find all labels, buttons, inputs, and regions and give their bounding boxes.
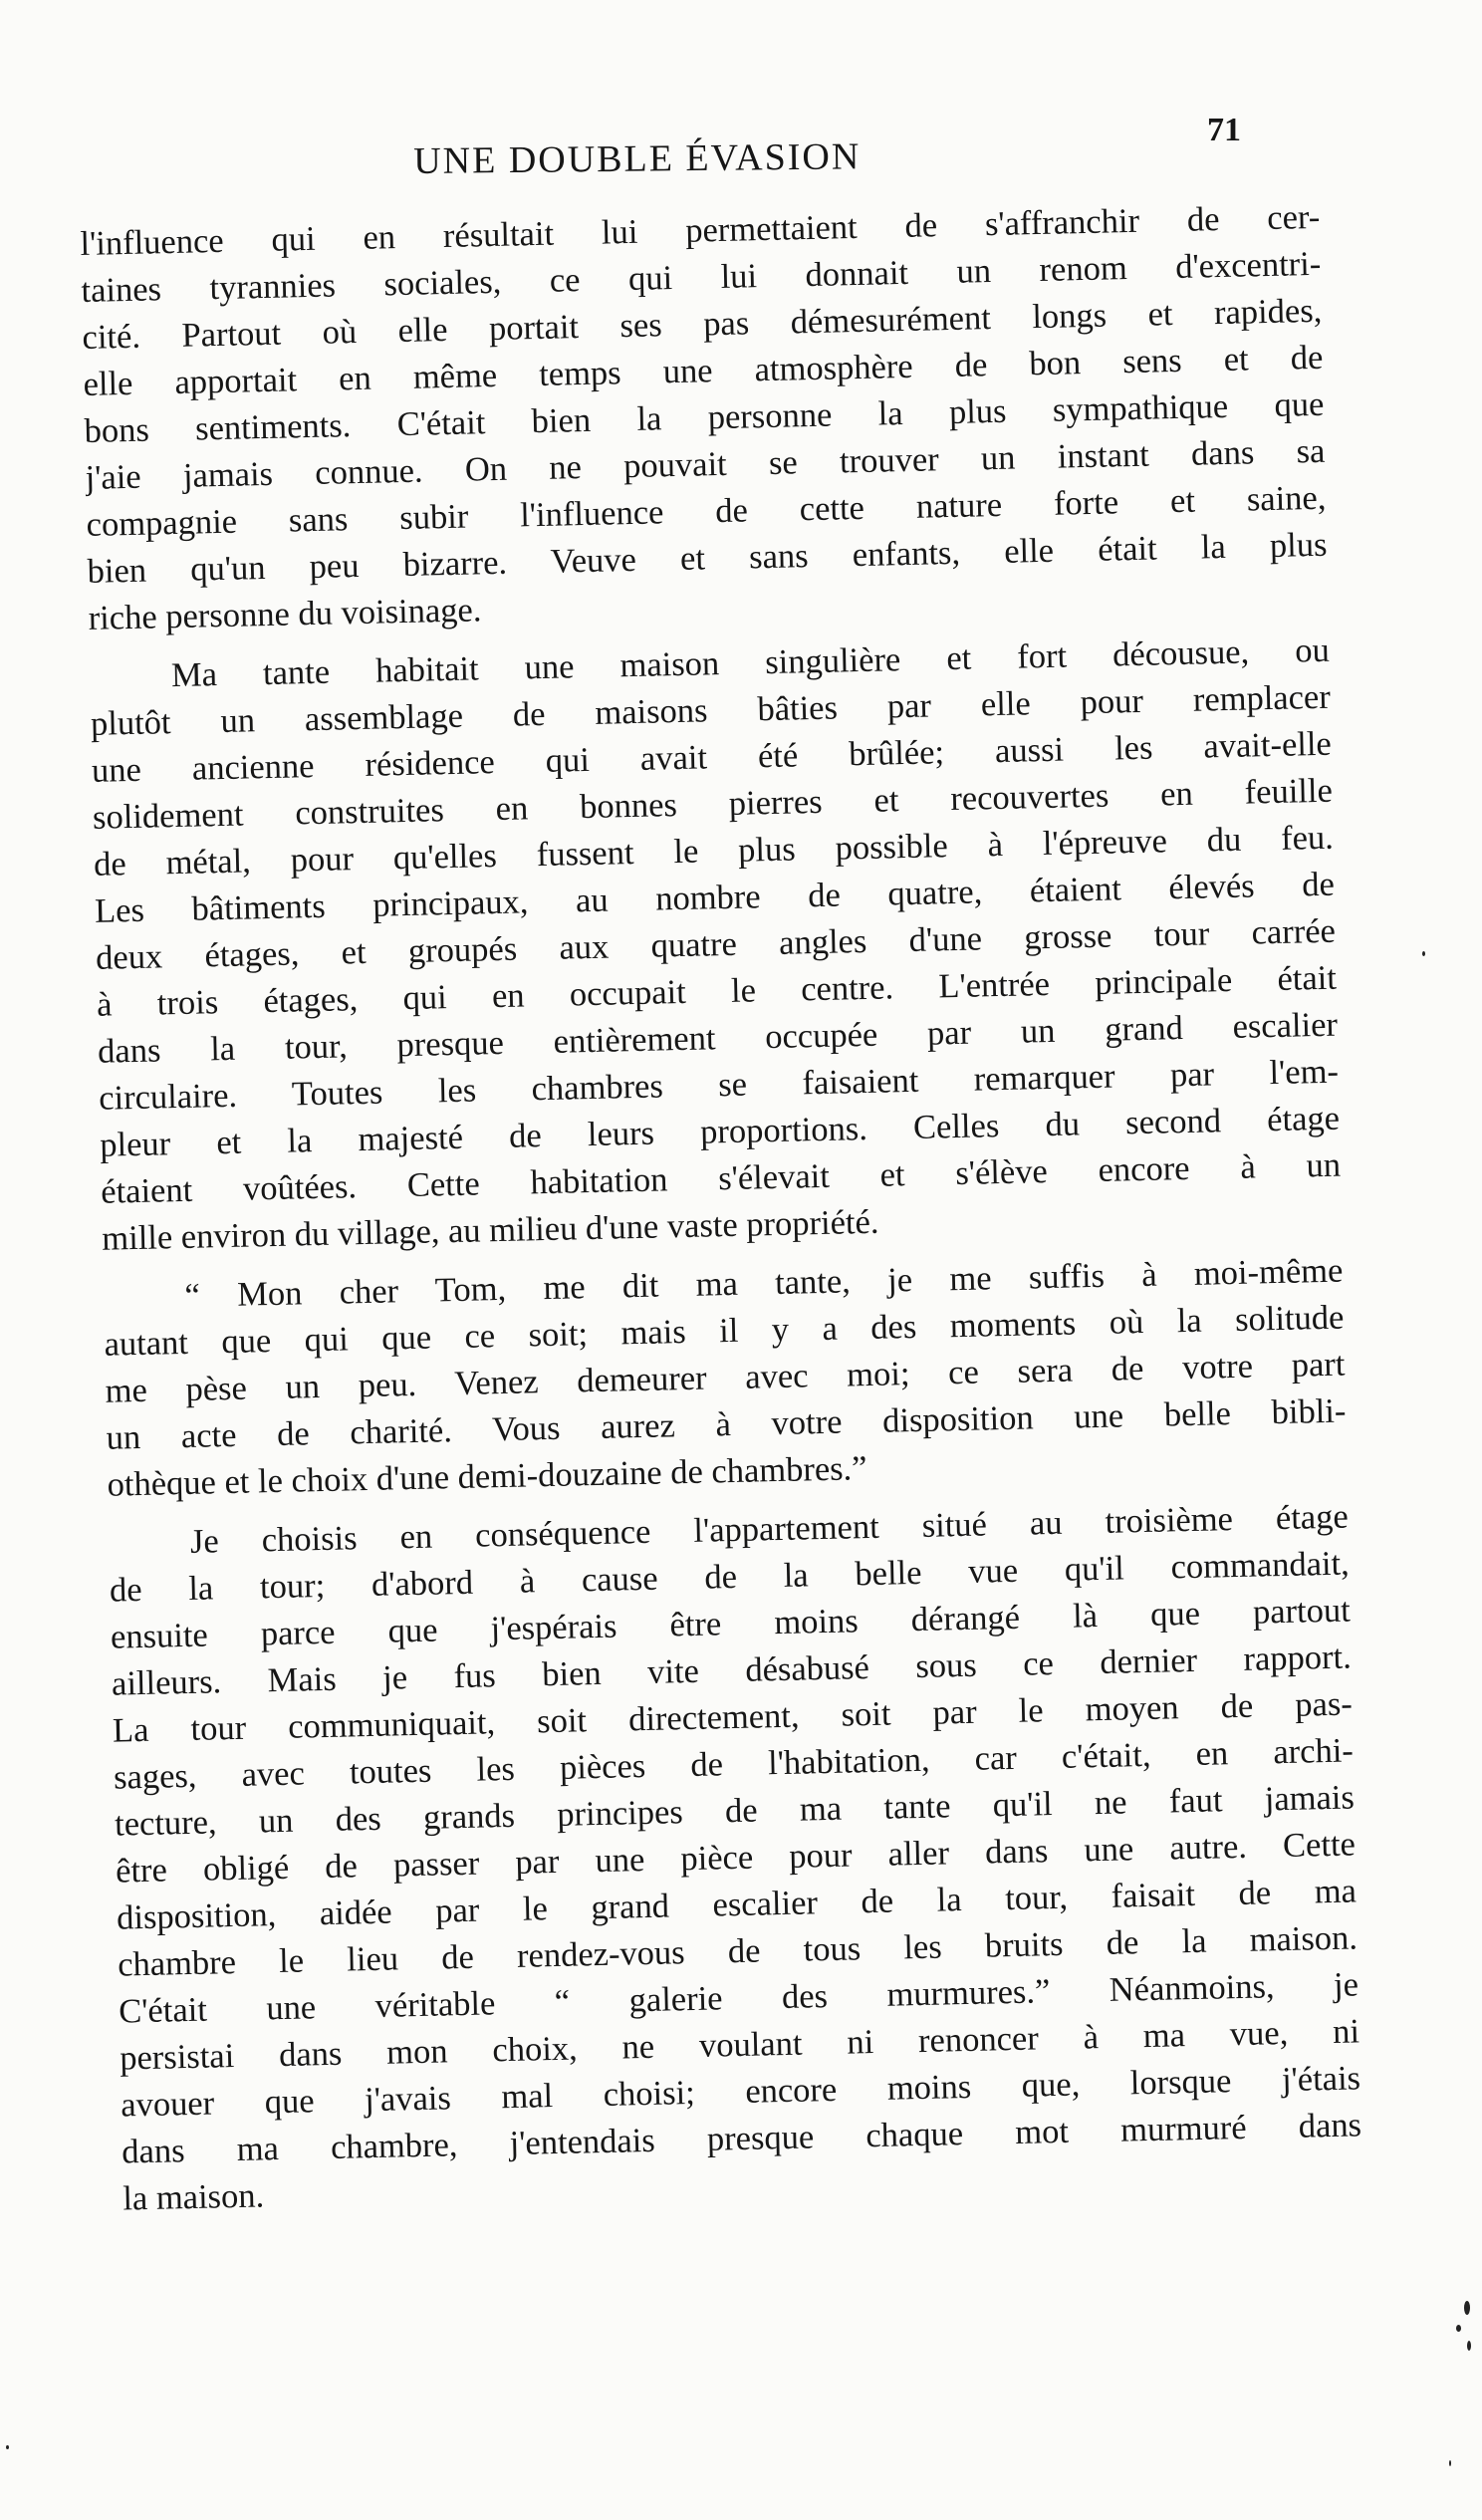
text-line: pleur et la majesté de leurs proportions. Celles du second étage xyxy=(99,1099,1341,1164)
page-header xyxy=(80,100,1305,189)
text-line: riche personne du voisinage. xyxy=(88,591,482,637)
text-line: bons sentiments. C'était bien la personne la plus sympathique que xyxy=(84,384,1325,450)
text-line: dans la tour, presque entièrement occupée par un grand escalier xyxy=(97,1005,1339,1071)
paragraph xyxy=(80,194,1329,642)
print-speck xyxy=(1464,2301,1470,2315)
text-line: tecture, un des grands principes de ma tante qu'il ne faut jamais xyxy=(114,1778,1356,1844)
print-speck xyxy=(1456,2325,1461,2332)
text-line: avouer que j'avais mal choisi; encore moins que, lorsque j'étais xyxy=(120,2059,1361,2125)
print-speck xyxy=(6,2445,9,2449)
paragraph xyxy=(103,1248,1348,1509)
text-line: circulaire. Toutes les chambres se faisaient remarquer par l'em- xyxy=(98,1052,1340,1118)
text-line: ensuite parce que j'espérais être moins dérangé là que partout xyxy=(110,1591,1352,1656)
text-line: disposition, aidée par le grand escalier de la tour, faisait de ma xyxy=(116,1872,1358,1937)
text-line: l'influence qui en résultait lui permettaient de s'affranchir de cer- xyxy=(80,197,1321,263)
text-line: bien qu'un peu bizarre. Veuve et sans enfants, elle était la plus xyxy=(87,525,1328,591)
running-title: UNE DOUBLE ÉVASION xyxy=(413,135,862,182)
print-speck xyxy=(1467,2341,1471,2351)
text-line: othèque et le choix d'une demi-douzaine de chambres.” xyxy=(107,1449,867,1504)
text-line: plutôt un assemblage de maisons bâties par elle pour remplacer xyxy=(90,677,1332,743)
body-text xyxy=(80,194,1363,2223)
print-speck xyxy=(1449,2460,1451,2466)
text-line: ailleurs. Mais je fus bien vite désabusé sous ce dernier rapport. xyxy=(111,1638,1353,1703)
text-line: sages, avec toutes les pièces de l'habitation, car c'était, en archi- xyxy=(113,1731,1355,1797)
paragraph xyxy=(108,1494,1362,2223)
print-speck xyxy=(1422,951,1425,956)
text-line: la maison. xyxy=(122,2176,265,2218)
text-line: C'était une véritable “ galerie des murmures.” Néanmoins, je xyxy=(118,1965,1359,2031)
text-line: dans ma chambre, j'entendais presque chaque mot murmuré dans xyxy=(121,2106,1362,2171)
text-line: solidement construites en bonnes pierres et recouvertes en feuille xyxy=(92,771,1334,837)
text-line: compagnie sans subir l'influence de cette nature forte et saine, xyxy=(86,478,1327,544)
text-line: cité. Partout où elle portait ses pas démesurément longs et rapides, xyxy=(82,291,1323,357)
text-line: persistai dans mon choix, ne voulant ni renoncer à ma vue, ni xyxy=(119,2012,1360,2078)
text-line: mille environ du village, au milieu d'une vaste propriété. xyxy=(101,1202,879,1258)
text-line: “ Mon cher Tom, me dit ma tante, je me suffis à moi-même xyxy=(184,1251,1344,1315)
text-line: de la tour; d'abord à cause de la belle vue qu'il commandait, xyxy=(109,1544,1351,1610)
text-line: Je choisis en conséquence l'appartement situé au troisième étage xyxy=(189,1497,1350,1561)
text-line: j'aie jamais connue. On ne pouvait se trouver un instant dans sa xyxy=(85,431,1326,497)
text-line: Ma tante habitait une maison singulière et fort décousue, ou xyxy=(170,630,1331,695)
text-line: à trois étages, qui en occupait le centre. L'entrée principale était xyxy=(96,958,1338,1024)
text-line: autant que qui que ce soit; mais il y a des moments où la solitude xyxy=(104,1298,1345,1364)
text-line: me pèse un peu. Venez demeurer avec moi; ce sera de votre part xyxy=(105,1345,1346,1410)
text-line: être obligé de passer par une pièce pour aller dans une autre. Cette xyxy=(115,1825,1357,1890)
paragraph xyxy=(89,628,1342,1263)
text-line: une ancienne résidence qui avait été brûlée; aussi les avait-elle xyxy=(91,724,1333,790)
text-line: taines tyrannies sociales, ce qui lui donnait un renom d'excentri- xyxy=(81,244,1322,310)
text-line: deux étages, et groupés aux quatre angles d'une grosse tour carrée xyxy=(95,911,1337,977)
page-number: 71 xyxy=(1207,112,1241,148)
text-line: de métal, pour qu'elles fussent le plus possible à l'épreuve du feu. xyxy=(93,818,1335,883)
text-line: elle apportait en même temps une atmosphère de bon sens et de xyxy=(83,338,1324,403)
text-line: un acte de charité. Vous aurez à votre disposition une belle bibli- xyxy=(106,1391,1347,1457)
text-line: étaient voûtées. Cette habitation s'élevait et s'élève encore à un xyxy=(100,1145,1342,1211)
text-line: Les bâtiments principaux, au nombre de quatre, étaient élevés de xyxy=(94,865,1336,930)
text-line: La tour communiquait, soit directement, soit par le moyen de pas- xyxy=(112,1684,1354,1750)
text-line: chambre le lieu de rendez-vous de tous les bruits de la maison. xyxy=(117,1918,1358,1984)
